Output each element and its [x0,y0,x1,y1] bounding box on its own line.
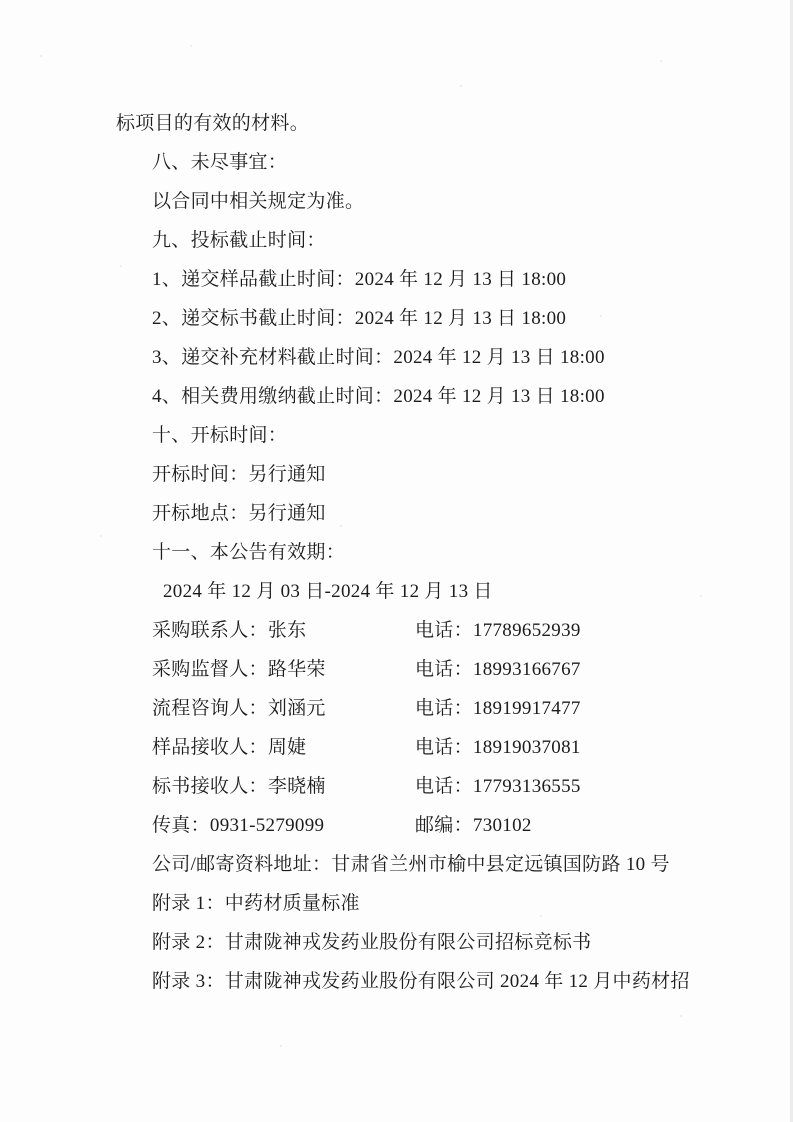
phone-label: 电话： [415,659,473,680]
contact-left [152,767,415,806]
phone-label: 电话： [415,620,473,641]
phone-value: 18919037081 [472,737,581,758]
contact-label: 标书接收人： [152,776,268,797]
deadline-fee-payment: 4、相关费用缴纳截止时间：2024 年 12 月 13 日 18:00 [152,386,605,407]
contact-left [152,728,415,767]
document-body [116,104,763,1001]
deadline-supplement-material: 3、递交补充材料截止时间：2024 年 12 月 13 日 18:00 [152,347,605,368]
contact-row-purchase-supervisor [116,650,763,689]
phone-value: 18993166767 [472,659,581,680]
contact-row-bid-receiver [116,767,763,806]
heading-validity-period: 十一、本公告有效期： [152,542,346,563]
appendix-2: 附录 2：甘肃陇神戎发药业股份有限公司招标竞标书 [152,932,592,953]
contact-right [415,650,763,689]
scan-noise [40,55,42,57]
contact-row-purchase-contact [116,611,763,650]
phone-label: 电话： [415,776,473,797]
fax-label: 传真： [152,815,210,836]
deadline-bid-document: 2、递交标书截止时间：2024 年 12 月 13 日 18:00 [152,308,567,329]
text-mailing-address: 公司/邮寄资料地址：甘肃省兰州市榆中县定远镇国防路 10 号 [152,854,670,875]
contact-left [152,689,415,728]
contact-left [152,650,415,689]
contact-row-fax-postcode [116,806,763,845]
contact-left [152,806,415,845]
contact-label: 采购联系人： [152,620,268,641]
appendix-1: 附录 1：中药材质量标准 [152,893,360,914]
contact-row-sample-receiver [116,728,763,767]
contact-value: 张东 [267,620,307,641]
deadline-sample: 1、递交样品截止时间：2024 年 12 月 13 日 18:00 [152,269,567,290]
contact-value: 路华荣 [267,659,326,680]
heading-bid-deadline: 九、投标截止时间： [152,230,326,251]
phone-value: 17793136555 [472,776,581,797]
postcode-value: 730102 [472,815,532,836]
phone-label: 电话： [415,698,473,719]
heading-bid-opening: 十、开标时间： [152,425,288,446]
appendix-3: 附录 3：甘肃陇神戎发药业股份有限公司 2024 年 12 月中药材招 [152,971,690,992]
contact-label: 采购监督人： [152,659,268,680]
postcode-label: 邮编： [415,815,473,836]
phone-value: 18919917477 [472,698,581,719]
contact-label: 流程咨询人： [152,698,268,719]
contact-left [152,611,415,650]
heading-unfinished-matters: 八、未尽事宜： [152,152,288,173]
text-validity-range: 2024 年 12 月 03 日-2024 年 12 月 13 日 [163,581,493,602]
phone-value: 17789652939 [472,620,581,641]
contact-right [415,689,763,728]
contact-value: 周婕 [267,737,307,758]
contact-right [415,767,763,806]
contact-value: 李晓楠 [267,776,326,797]
phone-label: 电话： [415,737,473,758]
contact-row-process-consultant [116,689,763,728]
contact-value: 刘涵元 [267,698,326,719]
fax-value: 0931-5279099 [209,815,325,836]
contact-right [415,806,763,845]
contact-right [415,611,763,650]
contact-label: 样品接收人： [152,737,268,758]
contact-right [415,728,763,767]
text-opening-time: 开标时间：另行通知 [152,464,326,485]
text-opening-place: 开标地点：另行通知 [152,503,326,524]
text-unfinished-matters: 以合同中相关规定为准。 [152,191,365,212]
text-continuation-line: 标项目的有效的材料。 [116,113,310,134]
